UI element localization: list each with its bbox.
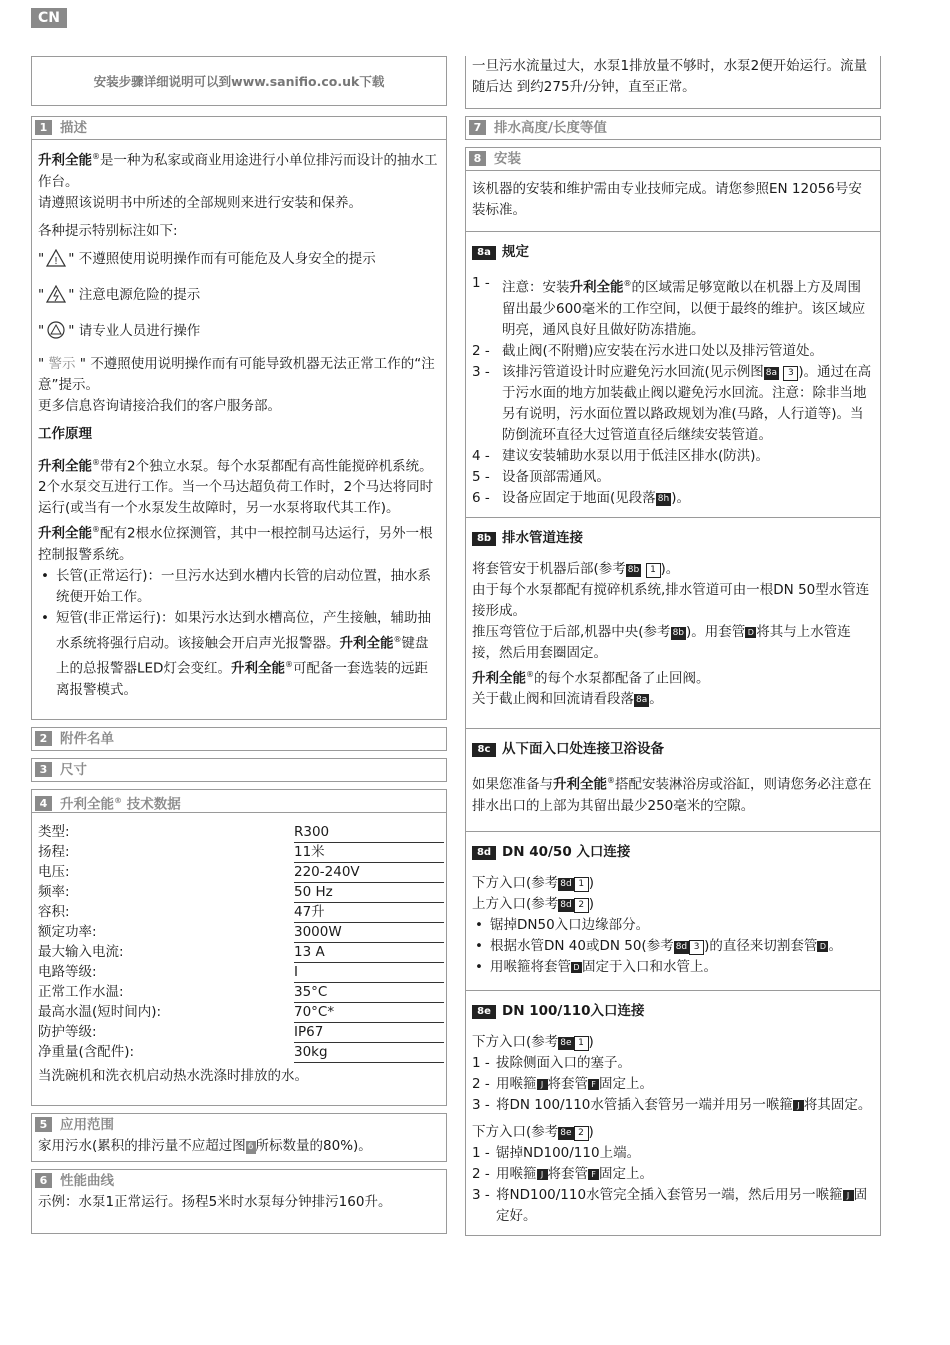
list-text: 。 xyxy=(828,937,842,954)
section-number: 1 xyxy=(35,120,52,135)
part-label: D xyxy=(745,627,756,638)
brand-name: 升利全能 xyxy=(553,776,607,793)
spec-table xyxy=(38,823,444,1063)
item-number: 1 - xyxy=(472,1144,490,1161)
paragraph-text: 家用污水(累积的排污量不应超过图 xyxy=(38,1137,246,1154)
paragraph xyxy=(472,559,874,580)
figure-ref: 8b xyxy=(672,627,685,638)
list-item xyxy=(472,1053,874,1074)
svg-text:!: ! xyxy=(54,255,59,267)
figure-ref: 8a xyxy=(636,695,648,705)
section-title: 安装 xyxy=(494,151,521,167)
paragraph-text: 下方入口(参考 xyxy=(472,1033,559,1050)
part-label: F xyxy=(588,1079,599,1090)
spec-spacer xyxy=(218,823,294,843)
brand-name: 升利全能 xyxy=(38,458,92,474)
section-8-header xyxy=(466,148,880,171)
section-3-header xyxy=(32,759,446,781)
list-text: 设备顶部需通风。 xyxy=(502,468,610,485)
section-3 xyxy=(31,758,447,782)
section-number: 7 xyxy=(469,120,486,135)
spec-value: 220-240V xyxy=(294,862,444,882)
language-badge: CN xyxy=(31,8,67,28)
part-label: J xyxy=(537,1169,548,1180)
paragraph: 更多信息咨询请接洽我们的客户服务部。 xyxy=(38,397,281,414)
list-text: 固定于入口和水管上。 xyxy=(582,958,717,975)
list-item: 1 - 注意：安装升利全能®的区域需足够宽敞以在机器上方及周围留出最少600毫米的工作空间，以便于最终的维护。该区域应明亮，通风良好且做好防冻措施。 xyxy=(472,275,866,338)
list-item xyxy=(472,1143,874,1164)
list-text: )的直径来切割套管 xyxy=(704,937,818,954)
spec-row xyxy=(38,942,444,962)
spec-row xyxy=(38,862,444,882)
brand-name: 升利全能 xyxy=(472,670,526,686)
paragraph-text: 将其与上水管连接，然后用套圈固定。 xyxy=(472,623,851,661)
paragraph: 该机器的安装和维护需由专业技师完成。请您参照EN 12056号安装标准。 xyxy=(472,181,862,218)
paragraph: 各种提示特别标注如下: xyxy=(38,222,178,239)
subsection-title: 从下面入口处连接卫浴设备 xyxy=(502,741,664,757)
spec-spacer xyxy=(218,1002,294,1022)
warning-text: 不遵照使用说明操作而有可能危及人身安全的提示 xyxy=(78,250,376,267)
paragraph-text: 搭配安装淋浴房或浴缸，则请您务必注意在排水出口的上部为其留出最少250毫米的空隙。 xyxy=(472,776,872,814)
paragraph: 带有2个独立水泵。每个水泵都配有高性能搅碎机系统。2个水泵交互进行工作。当一个马达超负荷工作时，2个马达将同时运行(或当有一个水泵发生故障时，另一水泵将取代其工作)。 xyxy=(38,458,434,516)
spec-spacer xyxy=(218,882,294,902)
section-number: 6 xyxy=(35,1173,52,1188)
list-item: • 短管(非正常运行)：如果污水达到水槽高位，产生接触，辅助抽水系统将强行启动。该接触会开启声光报警器。升利全能®键盘上的总报警器LED灯会变红。升利全能®可配备一套选装的远距离报警模式。 xyxy=(41,609,432,698)
list-text: 建议安装辅助水泵以用于低洼区排水(防洪)。 xyxy=(502,447,770,464)
list-text: )。 xyxy=(671,489,690,506)
subsection-tag: 8d xyxy=(472,846,496,860)
figure-ref-number: 3 xyxy=(783,366,798,381)
subsection-tag: 8a xyxy=(472,246,496,260)
list-item: • 根据水管DN 40或DN 50(参考 8d 3 )的直径来切割套管 D 。 xyxy=(475,937,842,954)
subsection-8d xyxy=(466,831,880,990)
list-item xyxy=(472,1074,874,1095)
paragraph xyxy=(472,894,874,915)
list-item xyxy=(472,467,874,488)
section-number: 2 xyxy=(35,731,52,746)
paragraph xyxy=(472,689,874,710)
list-text: 固定好。 xyxy=(496,1186,868,1224)
spec-label: 容积: xyxy=(38,903,70,920)
list-text: 的区域需足够宽敞以在机器上方及周围留出最少600毫米的工作空间，以便于最终的维护。该区域应明亮，通风良好且做好防冻措施。 xyxy=(502,279,866,338)
paragraph-text: 所标数量的80%)。 xyxy=(255,1137,372,1154)
spec-label: 频率: xyxy=(38,883,70,900)
spec-footnote: 当洗碗机和洗衣机启动热水洗涤时排放的水。 xyxy=(38,1067,308,1084)
list-item: • 长管(正常运行)：一旦污水达到水槽内长管的启动位置，抽水系统便开始工作。 xyxy=(41,567,432,605)
spec-value: R300 xyxy=(294,823,444,843)
figure-ref: 8d xyxy=(675,941,688,952)
figure-ref: 8e xyxy=(560,1127,572,1138)
paragraph-text: ) xyxy=(588,895,595,912)
list-item xyxy=(472,362,874,446)
figure-ref: 8e xyxy=(560,1037,572,1048)
paragraph xyxy=(472,1032,874,1053)
subsection-title: DN 40/50 入口连接 xyxy=(502,843,631,860)
brand-name: 升利全能 xyxy=(38,525,92,542)
paragraph: 是一种为私家或商业用途进行小单位排污而设计的抽水工作台。 xyxy=(38,152,438,190)
part-label: D xyxy=(817,941,828,952)
section-5-header xyxy=(32,1114,446,1136)
warning-professional: " " 请专业人员进行操作 xyxy=(38,322,201,339)
paragraph-text: )。 xyxy=(660,560,680,577)
subsection-title: DN 100/110入口连接 xyxy=(502,1002,645,1019)
section-4 xyxy=(31,789,447,1106)
item-number: 2 - xyxy=(472,1075,490,1092)
subsection-8b: 8b 排水管道连接 将套管安于机器后部(参考 8b 1 )。 由于每个水泵都配有搅碎机系统,排水管道可由一根DN 50型水管连接形成。 推压弯管位于后部,机器中央(参考 8b )。用套管 D 将其与上水管连接，然后用套圈固定。 升利全能®的每个水泵都配备了止回阀。 关于截止阀和回流请看段落 8a 。 xyxy=(466,517,880,729)
subsection-tag: 8b xyxy=(472,532,496,546)
item-number: 3 - xyxy=(472,1096,490,1113)
section-number: 3 xyxy=(35,762,52,777)
paragraph: 一旦污水流量过大，水泵1排放量不够时，水泵2便开始运行。流量随后达 到约275升/分钟，直至正常。 xyxy=(472,58,868,95)
paragraph-text: 推压弯管位于后部,机器中央(参考 xyxy=(472,623,671,640)
paragraph-text: 。 xyxy=(649,691,663,707)
figure-ref-number: 2 xyxy=(574,898,589,913)
list-text: 固定上。 xyxy=(599,1165,653,1182)
list-text: 将ND100/110水管完全插入套管另一端，然后用另一喉箍 xyxy=(496,1186,843,1203)
list-item: • 锯掉DN50入口边缘部分。 xyxy=(475,916,650,933)
spec-row xyxy=(38,823,444,843)
subheading: 工作原理 xyxy=(38,425,92,442)
paragraph xyxy=(472,1122,874,1143)
figure-ref-number: 1 xyxy=(574,1036,589,1051)
section-2-header xyxy=(32,728,446,750)
left-column xyxy=(31,56,447,1241)
list-text: 短管(非正常运行)：如果污水达到水槽高位，产生接触，辅助抽水系统将强行启动。该接触会开启声光报警器。 xyxy=(56,609,432,651)
list-text: 长管(正常运行)：一旦污水达到水槽内长管的启动位置，抽水系统便开始工作。 xyxy=(56,567,432,605)
spec-value: 47升 xyxy=(294,902,444,922)
paragraph: 如果您准备与升利全能®搭配安装淋浴房或浴缸，则请您务必注意在排水出口的上部为其留出最少250毫米的空隙。 xyxy=(472,776,872,814)
list-item: • 用喉箍将套管 D 固定于入口和水管上。 xyxy=(475,958,717,975)
section-number: 5 xyxy=(35,1117,52,1132)
brand-name: 升利全能 xyxy=(569,279,624,296)
warning-text: 请专业人员进行操作 xyxy=(78,322,201,339)
spec-spacer xyxy=(218,842,294,862)
spec-value: 30kg xyxy=(294,1042,444,1062)
brand-name: 升利全能 xyxy=(38,152,92,169)
figure-ref: 6 xyxy=(247,1141,254,1152)
spec-row xyxy=(38,962,444,982)
spec-value: 35°C xyxy=(294,982,444,1002)
paragraph-text: )。用套管 xyxy=(686,623,746,640)
subsection-8e xyxy=(466,990,880,1235)
spec-value: 50 Hz xyxy=(294,882,444,902)
professional-icon xyxy=(46,321,66,339)
section-title: 附件名单 xyxy=(60,730,114,747)
list-text: 根据水管DN 40或DN 50(参考 xyxy=(490,937,674,954)
list-text: 注意：安装 xyxy=(502,279,570,296)
spec-label: 防护等级: xyxy=(38,1023,97,1040)
subsection-8a xyxy=(466,231,880,517)
item-number: 4 - xyxy=(472,447,490,464)
section-5 xyxy=(31,1113,447,1162)
spec-spacer xyxy=(218,1042,294,1062)
list-text: 将DN 100/110水管插入套管另一端并用另一喉箍 xyxy=(496,1096,793,1113)
list-text: 该排污管道设计时应避免污水回流(见示例图 xyxy=(502,363,764,380)
paragraph-text: ) xyxy=(588,1033,594,1050)
paragraph-text: 上方入口(参考 xyxy=(472,895,559,912)
list-item xyxy=(472,488,874,509)
paragraph-text: 如果您准备与 xyxy=(472,776,553,793)
spec-row xyxy=(38,902,444,922)
warning-text: 注意电源危险的提示 xyxy=(78,286,201,303)
section-title: 应用范围 xyxy=(60,1116,114,1133)
list-text: 将套管 xyxy=(547,1165,588,1182)
paragraph: 配有2根水位探测管，其中一根控制马达运行，另外一根控制报警系统。 xyxy=(38,525,433,563)
caution-label: 警示 xyxy=(48,355,76,372)
list-text: 用喉箍 xyxy=(496,1165,537,1182)
spec-label: 最高水温(短时间内): xyxy=(38,1003,162,1020)
list-item xyxy=(472,446,874,467)
part-label: J xyxy=(537,1079,548,1090)
list-text: 可配备一套选装的远距离报警模式。 xyxy=(56,660,428,698)
list-item xyxy=(472,1185,874,1227)
spec-value: 13 A xyxy=(294,942,444,962)
section-6-header xyxy=(32,1170,446,1192)
subsection-tag: 8e xyxy=(472,1005,496,1019)
spec-label: 电压: xyxy=(38,863,70,880)
list-text: 用喉箍 xyxy=(496,1075,537,1092)
spec-label: 额定功率: xyxy=(38,923,97,940)
section-2 xyxy=(31,727,447,751)
figure-ref: 8h xyxy=(657,493,670,504)
section-title: 描述 xyxy=(60,120,87,136)
spec-row xyxy=(38,882,444,902)
spec-label: 类型: xyxy=(38,823,70,840)
item-number: 3 - xyxy=(472,363,490,380)
item-number: 5 - xyxy=(472,468,490,485)
section-number: 8 xyxy=(469,151,486,166)
spec-spacer xyxy=(218,942,294,962)
figure-ref-number: 1 xyxy=(646,563,661,578)
spec-row xyxy=(38,1022,444,1042)
section-title: 升利全能 xyxy=(60,796,114,812)
paragraph-text: 下方入口(参考 xyxy=(472,1123,559,1140)
part-label: F xyxy=(588,1169,599,1180)
paragraph xyxy=(38,1136,440,1157)
section-4-header: 4 升利全能® 技术数据 xyxy=(32,790,446,813)
brand-name: 升利全能 xyxy=(339,635,394,651)
spec-value: 3000W xyxy=(294,922,444,942)
figure-ref: 8a xyxy=(765,367,778,378)
spec-spacer xyxy=(218,1022,294,1042)
section-6 xyxy=(31,1169,447,1234)
spec-value: 70°C* xyxy=(294,1002,444,1022)
item-number: 1 - xyxy=(472,275,490,291)
item-number: 2 - xyxy=(472,342,490,359)
spec-spacer xyxy=(218,922,294,942)
paragraph-text: 关于截止阀和回流请看段落 xyxy=(472,691,634,707)
list-text: 键盘上的总报警器LED灯会变红。 xyxy=(56,635,429,677)
paragraph xyxy=(472,873,874,894)
part-label: D xyxy=(571,962,582,973)
list-text: 用喉箍将套管 xyxy=(490,958,571,975)
paragraph: 由于每个水泵都配有搅碎机系统,排水管道可由一根DN 50型水管连接形成。 xyxy=(472,581,870,619)
section-title: 尺寸 xyxy=(60,761,87,778)
paragraph xyxy=(472,622,874,664)
subsection-title: 规定 xyxy=(502,244,529,260)
section-title: 性能曲线 xyxy=(60,1172,114,1189)
figure-ref-number: 2 xyxy=(574,1126,589,1141)
paragraph-text: 的每个水泵都配备了止回阀。 xyxy=(534,670,710,686)
figure-ref-number: 1 xyxy=(574,877,589,892)
right-column xyxy=(465,56,881,1243)
spec-row xyxy=(38,922,444,942)
section-7-header xyxy=(466,117,880,139)
warning-triangle-icon xyxy=(46,249,66,267)
list-item xyxy=(472,341,874,362)
section-number: 4 xyxy=(35,796,52,811)
figure-ref-number: 3 xyxy=(689,940,704,955)
list-text: 设备应固定于地面(见段落 xyxy=(502,489,656,506)
section-1-header xyxy=(32,117,446,140)
paragraph: 示例：水泵1正常运行。扬程5米时水泵每分钟排污160升。 xyxy=(38,1193,392,1210)
spec-label: 最大输入电流: xyxy=(38,943,124,960)
electric-hazard-icon xyxy=(46,285,66,303)
spec-value: IP67 xyxy=(294,1022,444,1042)
section-1: 1 描述 升利全能®是一种为私家或商业用途进行小单位排污而设计的抽水工作台。 请遵照该说明书中所述的全部规则来进行安装和保养。 各种提示特别标注如下: " ! " 不遵照使用说明操作而有可能危及人身安全的提示 " " 注意电源危险的提示 " " 请专业人员进行操作 " 警示 " 不遵照使用说明操作而有可能导致机器无法正常工作的“注意”提示。 更多信息咨询请接洽我们的客户服务部。 工作原理 升利全能®带有2个独立水泵。每个水泵都配有高性能搅碎机系统。2个水泵交互进行工作。当一个马达超负荷工作时，2个马达将同时运行(或当有一个水泵发生故障时，另一水泵将取代其工作)。 升利全能®配有2根水位探测管，其中一根控制马达运行，另外一根控制报警系统。 • 长管(正常运行)：一旦污水达到水槽内长管的启动位置，抽水系统便开始工作。 • 短管(非正常运行)：如果污水达到水槽高位，产生接触，辅助抽水系统将强行启动。该接触会开启声光报警器。升利全能®键盘上的总报警器LED灯会变红。升利全能®可配备一套选装的远距离报警模式。 xyxy=(31,116,447,720)
item-number: 1 - xyxy=(472,1054,490,1071)
warning-caution: " 警示 " 不遵照使用说明操作而有可能导致机器无法正常工作的“注意”提示。 xyxy=(38,355,435,393)
spec-spacer xyxy=(218,962,294,982)
list-text: 将其固定。 xyxy=(803,1096,872,1113)
figure-ref: 8d xyxy=(560,899,572,910)
paragraph-text: 下方入口(参考 xyxy=(472,874,559,891)
spec-spacer xyxy=(218,902,294,922)
item-number: 3 - xyxy=(472,1186,490,1203)
list-text: 截止阀(不附赠)应安装在污水进口处以及排污管道处。 xyxy=(502,342,824,359)
figure-ref: 8b xyxy=(627,564,640,575)
list-text: 锯掉DN50入口边缘部分。 xyxy=(490,916,650,933)
paragraph-text: ) xyxy=(588,874,595,891)
list-text: 将套管 xyxy=(547,1075,588,1092)
list-item xyxy=(472,1095,874,1116)
spec-row xyxy=(38,982,444,1002)
list-text: )。通过在高于污水面的地方加装截止阀以避免污水回流。注意：除非当地另有说明，污水面位置以路政规划为准(马路，人行道等)。当防倒流环直径大过管道直径后继续安装管道。 xyxy=(502,363,872,443)
item-number: 6 - xyxy=(472,489,490,506)
section-8 xyxy=(465,147,881,1236)
part-label: J xyxy=(843,1190,854,1201)
spec-spacer xyxy=(218,982,294,1002)
spec-label: 电路等级: xyxy=(38,963,97,980)
spec-label: 扬程: xyxy=(38,843,70,860)
figure-ref: 8d xyxy=(560,878,572,889)
list-text: 固定上。 xyxy=(599,1075,653,1092)
subsection-title: 排水管道连接 xyxy=(502,529,583,546)
paragraph: 请遵照该说明书中所述的全部规则来进行安装和保养。 xyxy=(38,194,362,211)
section-6-continued xyxy=(465,56,881,109)
spec-row xyxy=(38,1002,444,1022)
spec-label: 净重量(含配件): xyxy=(38,1043,135,1060)
item-number: 2 - xyxy=(472,1165,490,1182)
warning-text: 不遵照使用说明操作而有可能导致机器无法正常工作的“注意”提示。 xyxy=(38,355,435,393)
section-7 xyxy=(465,116,881,140)
part-label: J xyxy=(793,1100,804,1111)
warning-electric: " " 注意电源危险的提示 xyxy=(38,286,201,303)
spec-spacer xyxy=(218,862,294,882)
spec-value: I xyxy=(294,962,444,982)
install-note: 安装步骤详细说明可以到www.sanifio.co.uk下载 xyxy=(31,56,447,106)
list-text: 拔除侧面入口的塞子。 xyxy=(496,1054,631,1071)
section-title: 技术数据 xyxy=(122,796,181,812)
warning-danger: " ! " 不遵照使用说明操作而有可能危及人身安全的提示 xyxy=(38,250,376,267)
list-text: 锯掉ND100/110上端。 xyxy=(496,1144,641,1161)
spec-label: 正常工作水温: xyxy=(38,983,124,1000)
subsection-8c xyxy=(466,728,880,831)
spec-row xyxy=(38,1042,444,1062)
spec-value: 11米 xyxy=(294,842,444,862)
paragraph-text: 将套管安于机器后部(参考 xyxy=(472,560,626,577)
list-item xyxy=(472,1164,874,1185)
spec-row xyxy=(38,842,444,862)
brand-name: 升利全能 xyxy=(230,660,285,677)
paragraph-text: ) xyxy=(588,1123,594,1140)
section-title: 排水高度/长度等值 xyxy=(494,120,607,136)
subsection-tag: 8c xyxy=(472,743,496,757)
